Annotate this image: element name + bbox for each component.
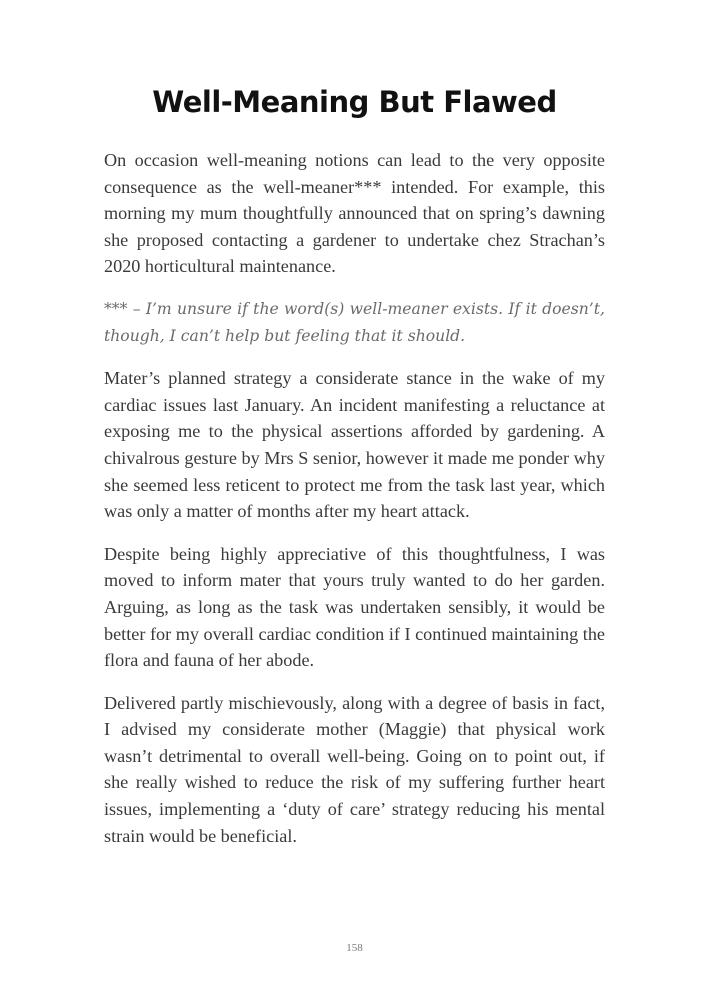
footnote: *** – I’m unsure if the word(s) well-meaner exists. If it doesn’t, though, I can’t help but feeling that it should. [104,299,605,345]
paragraph-despite: Despite being highly appreciative of this thoughtfulness, I was moved to inform mater that yours truly wanted to do her garden. Arguing, as long as the task was undertaken sensibly, it would be better for my overall cardiac condition if I continued maintaining the flora and fauna of her abode. [104,543,605,671]
paragraph-delivered: Delivered partly mischievously, along with a degree of basis in fact, I advised my considerate mother (Maggie) that physical work wasn’t detrimental to overall well-being. Going on to point out, if she really wished to reduce the risk of my suffering further heart issues, implementing a ‘duty of care’ strategy reducing his mental strain would be beneficial. [104,692,605,846]
paragraph-intro: On occasion well-meaning notions can lead to the very opposite consequence as the well-meaner*** intended. For example, this morning my mum thoughtfully announced that on spring’s dawning she proposed contacting a gardener to undertake chez Strachan’s 2020 horticultural maintenance. [104,150,605,277]
page-number: 158 [346,942,363,954]
paragraph-mater-strategy: Mater’s planned strategy a considerate stance in the wake of my cardiac issues last January. An incident manifesting a reluctance at exposing me to the physical assertions afforded by gardening. A chivalrous gesture by Mrs S senior, however it made me ponder why she seemed less reticent to protect me from the task last year, which was only a matter of months after my heart attack. [104,368,605,522]
body-text [104,147,605,865]
page-title: Well-Meaning But Flawed [152,85,557,119]
